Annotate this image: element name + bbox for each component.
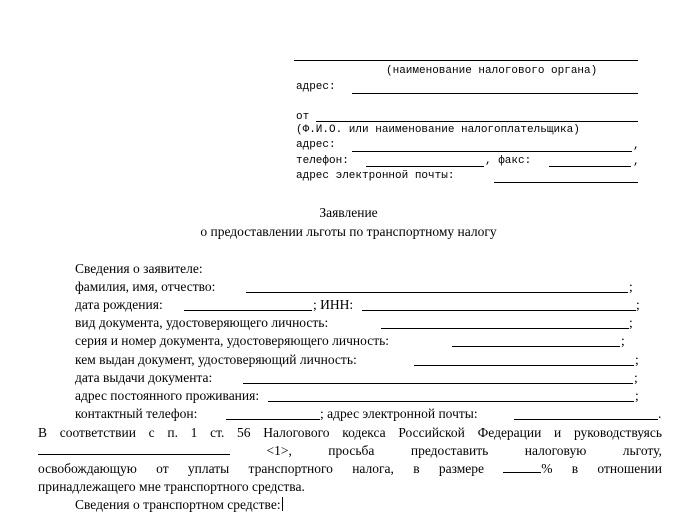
vehicle-heading: Сведения о транспортном средстве: — [75, 497, 281, 512]
footnote-ref: <1>, — [266, 443, 292, 458]
word-exempting: освобождающую — [38, 461, 137, 476]
percent-blank[interactable] — [503, 471, 541, 473]
address-label: адрес: — [296, 81, 336, 93]
id-doc-type-semicolon: ; — [629, 315, 633, 330]
text-cursor — [282, 497, 283, 511]
contact-email-period: . — [658, 406, 662, 421]
id-doc-type-line[interactable] — [381, 328, 629, 329]
residence-label: адрес постоянного проживания: — [75, 388, 260, 403]
inn-semicolon: ; — [636, 297, 640, 312]
contact-phone-line[interactable] — [226, 419, 320, 420]
fax-comma: , — [633, 156, 640, 168]
guided-by-blank[interactable] — [38, 453, 230, 455]
word-regarding: отношении — [597, 461, 662, 476]
birth-date-label: дата рождения: — [75, 297, 163, 312]
fax-line[interactable] — [549, 166, 631, 167]
payer-caption: (Ф.И.О. или наименование налогоплательщика) — [296, 124, 580, 136]
percent-group — [503, 461, 552, 477]
email-line[interactable] — [494, 182, 638, 183]
tax-authority-line[interactable] — [294, 60, 638, 61]
email-label: адрес электронной почты: — [296, 170, 455, 182]
id-doc-number-semicolon: ; — [621, 333, 625, 348]
birth-date-line[interactable] — [184, 310, 312, 311]
id-doc-type-label: вид документа, удостоверяющего личность: — [75, 315, 329, 330]
word-amount: размере — [438, 461, 484, 476]
issue-date-line[interactable] — [243, 383, 633, 384]
issue-date-label: дата выдачи документа: — [75, 370, 213, 385]
issued-by-label: кем выдан документ, удостоверяющий личность: — [75, 352, 357, 367]
phone-line[interactable] — [366, 166, 484, 167]
word-transport: транспортного — [248, 461, 333, 476]
issue-date-semicolon: ; — [634, 370, 638, 385]
word-in: в — [413, 461, 420, 476]
issued-by-line[interactable] — [414, 365, 634, 366]
id-doc-number-line[interactable] — [452, 346, 620, 347]
id-doc-number-label: серия и номер документа, удостоверяющего личность: — [75, 333, 390, 348]
tax-authority-caption: (наименование налогового органа) — [386, 65, 598, 77]
paragraph-line-2 — [38, 443, 662, 459]
paragraph-line-4: принадлежащего мне транспортного средства. — [38, 479, 305, 494]
issued-by-semicolon: ; — [635, 352, 639, 367]
from-label: от — [296, 111, 310, 123]
word-benefit: льготу, — [622, 443, 662, 458]
residence-line[interactable] — [268, 401, 634, 402]
phone-label: телефон: — [296, 155, 349, 167]
word-tax: налоговую — [524, 443, 587, 458]
from-line[interactable] — [316, 121, 638, 122]
document-title: Заявление — [319, 205, 378, 220]
contact-phone-label: контактный телефон: — [75, 406, 198, 421]
word-tax-comma: налога, — [352, 461, 394, 476]
contact-email-line[interactable] — [514, 419, 658, 420]
full-name-label: фамилия, имя, отчество: — [75, 279, 216, 294]
inn-label: ; ИНН: — [313, 297, 354, 312]
vehicle-heading-row — [75, 497, 283, 513]
contact-email-label: ; адрес электронной почты: — [320, 406, 478, 421]
word-in-2: в — [571, 461, 579, 476]
word-grant: предоставить — [410, 443, 489, 458]
full-name-semicolon: ; — [629, 279, 633, 294]
fax-label: , факс: — [485, 155, 532, 167]
full-name-line[interactable] — [246, 292, 628, 293]
payer-address-line[interactable] — [352, 151, 632, 152]
paragraph-line-1: В соответствии с п. 1 ст. 56 Налогового кодекса Российской Федерации и руководствуясь — [38, 425, 662, 440]
address-line[interactable] — [352, 93, 638, 94]
paragraph-line-3 — [38, 461, 662, 477]
payer-address-comma: , — [633, 140, 640, 152]
residence-semicolon: ; — [635, 388, 639, 403]
percent-sign: % — [541, 461, 553, 476]
applicant-heading: Сведения о заявителе: — [75, 261, 203, 276]
document-subtitle: о предоставлении льготы по транспортному налогу — [200, 224, 497, 239]
word-request: просьба — [328, 443, 375, 458]
payer-address-label: адрес: — [296, 139, 336, 151]
inn-line[interactable] — [362, 310, 636, 311]
word-payment: уплаты — [187, 461, 230, 476]
word-from: от — [156, 461, 169, 476]
